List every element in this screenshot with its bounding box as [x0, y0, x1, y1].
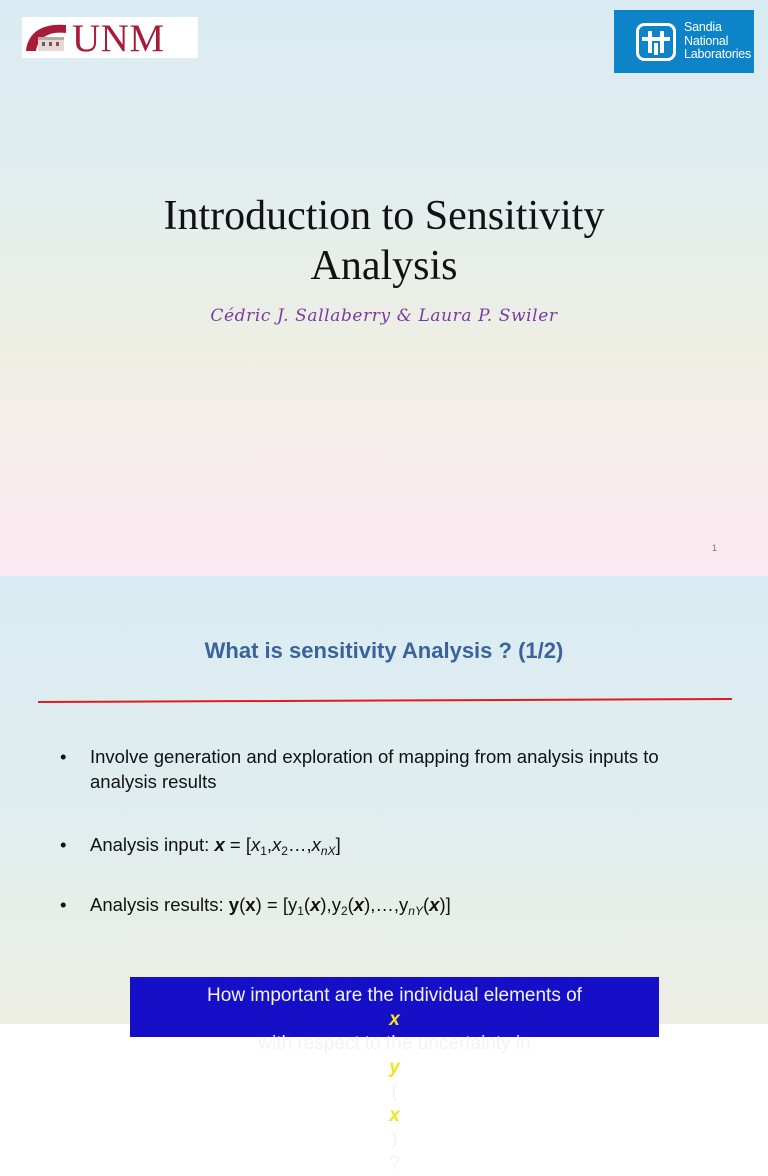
- bullet-mapping: [60, 744, 700, 794]
- paren: ): [255, 894, 262, 915]
- var-y: y: [228, 894, 240, 915]
- ellipsis: ,…,: [370, 894, 400, 915]
- sub-1: 1: [297, 904, 304, 918]
- question-line-2: with respect to the uncertainty in y ( x ) ?: [130, 1032, 659, 1176]
- ellipsis: …,: [287, 834, 312, 855]
- bullet-text: Involve generation and exploration of mapping from analysis inputs to analysis results: [90, 746, 659, 792]
- paren: (: [239, 894, 246, 915]
- question-callout: [130, 977, 659, 1174]
- sandia-wordmark: [684, 21, 754, 62]
- unm-logo: [22, 17, 198, 58]
- var-x: x: [429, 894, 440, 915]
- sandia-line-2: National: [684, 33, 729, 48]
- paren: ): [364, 894, 371, 915]
- bullet-dot: •: [60, 894, 67, 915]
- y2: y: [331, 894, 341, 915]
- var-x: x: [310, 894, 321, 915]
- close-bracket: ]: [445, 894, 451, 915]
- question-text: with respect to the uncertainty in: [258, 1033, 531, 1054]
- question-var-x: x: [389, 1105, 400, 1126]
- bullet-dot: •: [60, 834, 67, 855]
- comma: ,: [266, 834, 273, 855]
- sandia-thunderbird-icon: [636, 23, 676, 61]
- yn: y: [399, 894, 409, 915]
- paren: (: [303, 894, 311, 915]
- sandia-logo: [614, 10, 754, 73]
- question-mark: ?: [389, 1153, 400, 1174]
- bullet-list: [60, 744, 700, 918]
- unm-wordmark: UNM: [72, 17, 165, 60]
- var-x: x: [353, 894, 365, 915]
- title-slide: [0, 0, 768, 576]
- question-line-1: [130, 984, 659, 1032]
- question-var-y: y: [389, 1057, 400, 1078]
- var-x: x: [245, 894, 256, 915]
- sandia-line-1: Sandia: [684, 20, 722, 34]
- slide-title-line-1: Introduction to Sensitivity: [163, 193, 605, 239]
- page-number: 1: [712, 543, 718, 553]
- bullet-label: Analysis results:: [90, 894, 229, 915]
- sub-2: 2: [340, 904, 348, 918]
- content-slide: [0, 576, 768, 1174]
- x2: x: [272, 834, 282, 855]
- x1: x: [250, 834, 261, 855]
- eq-sign: = [: [224, 834, 251, 855]
- comma: ,: [326, 894, 332, 915]
- eq-sign: = [: [261, 894, 288, 915]
- y1: y: [287, 894, 298, 915]
- var-x: x: [214, 834, 225, 855]
- xn: x: [311, 834, 321, 855]
- sub-ny: nY: [408, 904, 423, 918]
- sub-nx: nX: [320, 844, 336, 858]
- authors: Cédric J. Sallaberry & Laura P. Swiler: [210, 306, 558, 326]
- paren: ): [439, 894, 446, 915]
- paren: (: [422, 894, 430, 915]
- paren: (: [347, 894, 354, 915]
- bullet-results: [60, 892, 451, 917]
- title-rule: [38, 698, 732, 704]
- bullet-input: [60, 832, 341, 857]
- paren: ): [320, 894, 327, 915]
- question-var-x: x: [389, 1009, 400, 1030]
- sandia-line-3: Laboratories: [684, 47, 752, 61]
- close-bracket: ]: [335, 834, 341, 855]
- question-text: How important are the individual elements of: [207, 985, 582, 1006]
- slide-title: [60, 191, 708, 291]
- slide-heading: What is sensitivity Analysis ? (1/2): [204, 638, 564, 663]
- sub-2: 2: [281, 844, 288, 858]
- unm-building-icon: [22, 17, 70, 58]
- sub-1: 1: [260, 844, 267, 858]
- slide-title-line-2: Analysis: [310, 243, 458, 289]
- bullet-label: Analysis input:: [90, 834, 215, 855]
- bullet-dot: •: [60, 746, 67, 767]
